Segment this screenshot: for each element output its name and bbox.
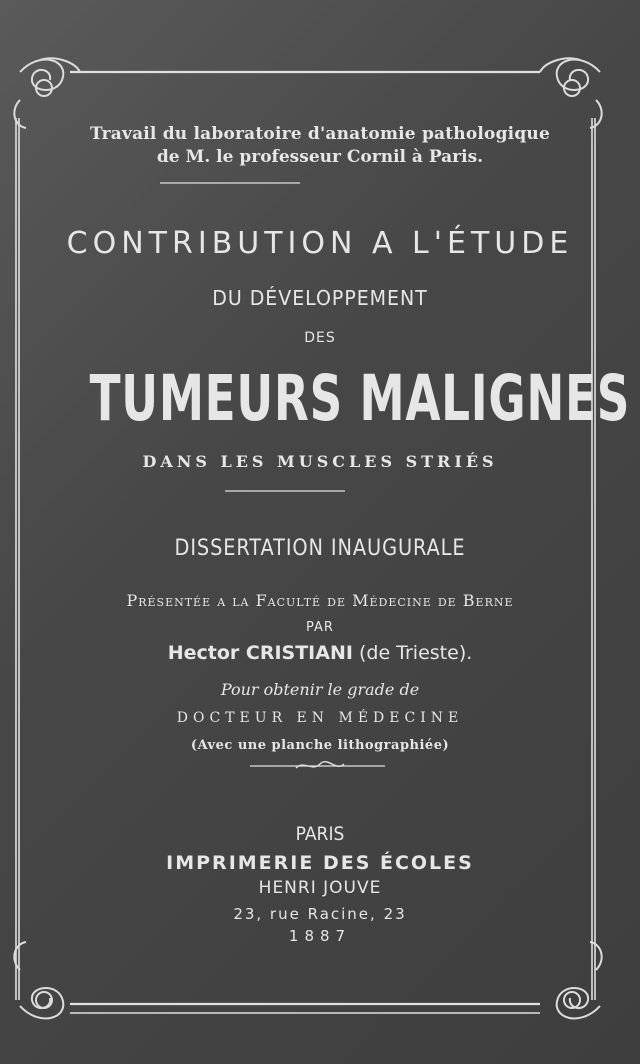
- title-main: TUMEURS MALIGNES: [89, 362, 631, 435]
- title-line-2: DU DÉVELOPPEMENT: [212, 286, 428, 310]
- author-place: (de Trieste).: [358, 642, 473, 664]
- publisher-city: PARIS: [295, 823, 345, 845]
- publication-year: 1887: [288, 927, 352, 945]
- author-line: [0, 642, 640, 664]
- professor-line: de M. le professeur Cornil à Paris.: [156, 147, 484, 167]
- laboratory-line: Travail du laboratoire d'anatomie pathologique: [90, 124, 550, 144]
- title-subline: DANS LES MUSCLES STRIÉS: [142, 452, 498, 471]
- title-line-3: DES: [304, 330, 336, 346]
- purpose-line: Pour obtenir le grade de: [220, 680, 420, 699]
- degree-line: DOCTEUR EN MÉDECINE: [176, 710, 464, 726]
- dissertation-heading: DISSERTATION INAUGURALE: [174, 536, 466, 561]
- publisher-address: 23, rue Racine, 23: [233, 905, 407, 923]
- corner-flourish-top-right: [540, 58, 602, 128]
- presented-line: Présentée a la Faculté de Médecine de Berne: [126, 591, 514, 610]
- publisher-name: HENRI JOUVE: [258, 878, 382, 898]
- author-name: Hector CRISTIANI: [167, 642, 353, 664]
- printer-name: IMPRIMERIE DES ÉCOLES: [166, 852, 474, 874]
- plate-note: (Avec une planche lithographiée): [190, 738, 450, 753]
- corner-flourish-top-left: [14, 58, 80, 128]
- center-ornament: [296, 762, 344, 768]
- title-line-1: CONTRIBUTION A L'ÉTUDE: [66, 226, 574, 261]
- corner-flourish-bottom-left: [14, 942, 63, 1018]
- by-line: PAR: [306, 620, 334, 635]
